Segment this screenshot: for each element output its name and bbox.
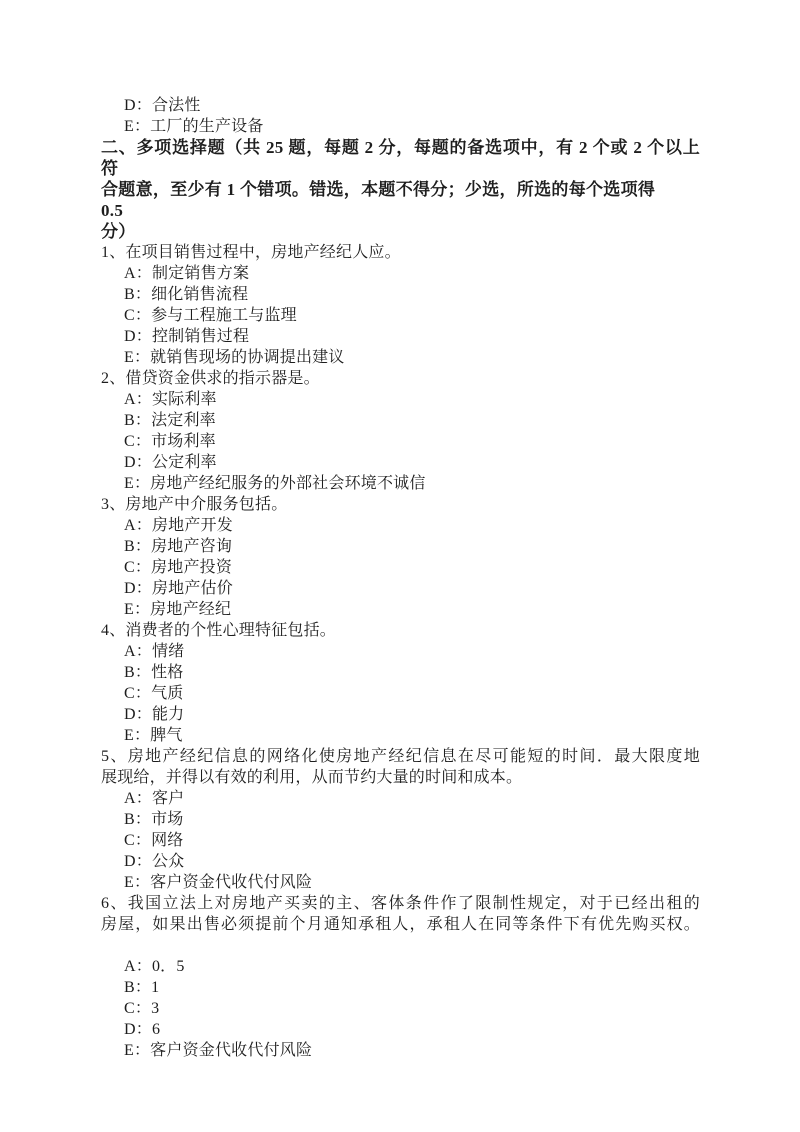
question-5-option-line: D：公众 xyxy=(124,853,185,870)
question-1-stem-line: 1、在项目销售过程中，房地产经纪人应。 xyxy=(101,244,401,261)
previous-question-option-line: E：工厂的生产设备 xyxy=(124,118,264,135)
question-4-option-line: C：气质 xyxy=(124,685,184,702)
question-2-stem-line: 2、借贷资金供求的指示器是。 xyxy=(101,370,320,387)
question-6-stem-line: 6、我国立法上对房地产买卖的主、客体条件作了限制性规定，对于已经出租的 xyxy=(101,895,700,912)
section-header-line: 二、多项选择题（共 25 题，每题 2 分，每题的备选项中，有 2 个或 2 个以上符 xyxy=(101,138,700,178)
question-1-option-line: E：就销售现场的协调提出建议 xyxy=(124,349,345,366)
blank-line xyxy=(101,935,700,956)
question-6-option-line: D：6 xyxy=(124,1021,161,1038)
question-5-option-line: A：客户 xyxy=(124,790,185,807)
question-2-option-line: D：公定利率 xyxy=(124,454,217,471)
question-6-option-line: E：客户资金代收代付风险 xyxy=(124,1042,313,1059)
question-4-stem-line: 4、消费者的个性心理特征包括。 xyxy=(101,622,337,639)
question-3-option-line: C：房地产投资 xyxy=(124,559,233,576)
question-6-stem-line: 房屋，如果出售必须提前个月通知承租人，承租人在同等条件下有优先购买权。 xyxy=(101,916,700,933)
question-1-option-line: C：参与工程施工与监理 xyxy=(124,307,297,324)
question-6-option-line: A：0．5 xyxy=(124,958,185,975)
question-3-option-line: D：房地产估价 xyxy=(124,580,233,597)
section-header-line: 分） xyxy=(101,222,136,241)
question-5-stem-line: 展现给，并得以有效的利用，从而节约大量的时间和成本。 xyxy=(101,769,523,786)
question-1-option-line: B：细化销售流程 xyxy=(124,286,249,303)
question-3-stem-line: 3、房地产中介服务包括。 xyxy=(101,496,288,513)
question-2-option-line: C：市场利率 xyxy=(124,433,216,450)
question-2-option-line: B：法定利率 xyxy=(124,412,216,429)
document-content xyxy=(101,95,700,1061)
question-2-option-line: A：实际利率 xyxy=(124,391,217,408)
question-4-option-line: E：脾气 xyxy=(124,727,183,744)
question-6-option-line: C：3 xyxy=(124,1000,160,1017)
question-4-option-line: A：情绪 xyxy=(124,643,185,660)
question-4-option-line: D：能力 xyxy=(124,706,185,723)
question-2-option-line: E：房地产经纪服务的外部社会环境不诚信 xyxy=(124,475,426,492)
question-5-option-line: B：市场 xyxy=(124,811,184,828)
question-1-option-line: D：控制销售过程 xyxy=(124,328,250,345)
question-5-option-line: E：客户资金代收代付风险 xyxy=(124,874,313,891)
question-4-option-line: B：性格 xyxy=(124,664,184,681)
question-5-option-line: C：网络 xyxy=(124,832,184,849)
question-5-stem-line: 5、房地产经纪信息的网络化使房地产经纪信息在尽可能短的时间．最大限度地 xyxy=(101,748,700,765)
section-header-line: 合题意，至少有 1 个错项。错选，本题不得分；少选，所选的每个选项得 0.5 xyxy=(101,180,690,220)
question-1-option-line: A：制定销售方案 xyxy=(124,265,250,282)
question-3-option-line: B：房地产咨询 xyxy=(124,538,233,555)
question-3-option-line: E：房地产经纪 xyxy=(124,601,232,618)
previous-question-option-line: D：合法性 xyxy=(124,97,201,114)
question-3-option-line: A：房地产开发 xyxy=(124,517,233,534)
question-6-option-line: B：1 xyxy=(124,979,160,996)
